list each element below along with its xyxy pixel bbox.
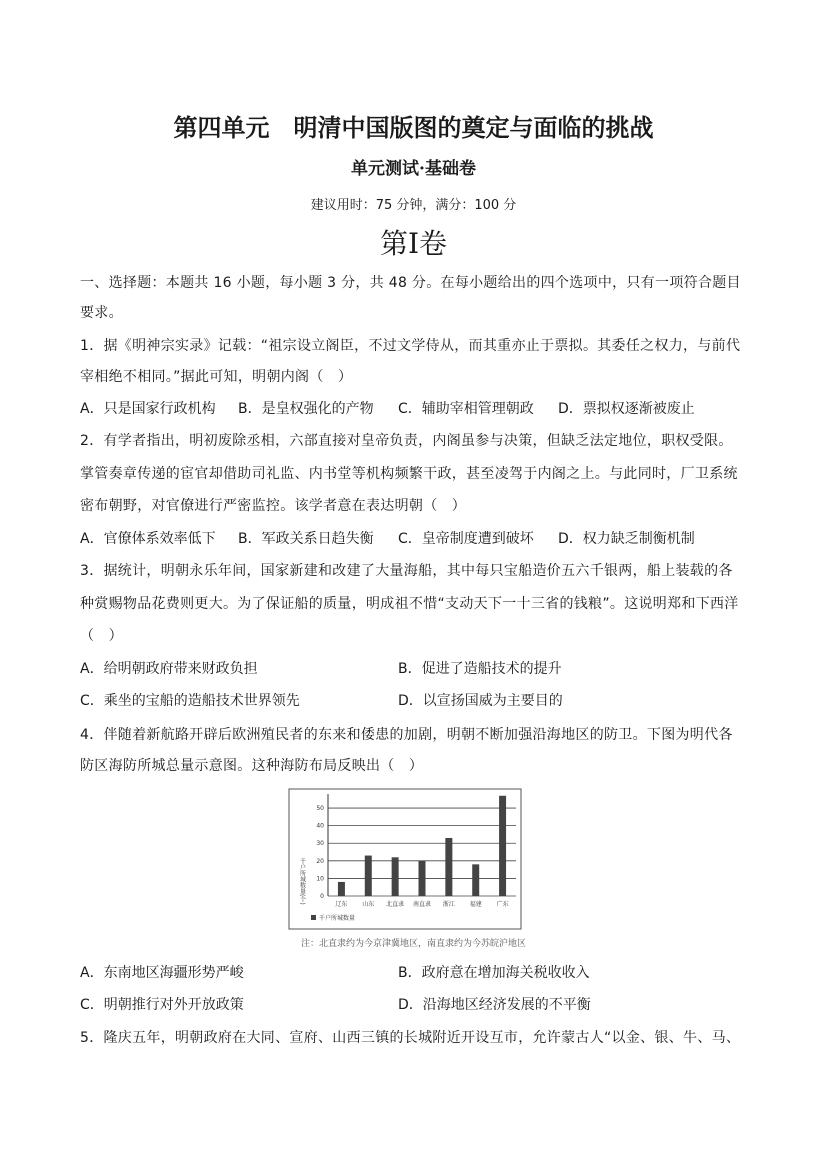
q2-option-a: A．官僚体系效率低下	[80, 531, 216, 547]
x-tick-label: 浙江	[442, 901, 455, 908]
question-1-text: 宰相绝不相同。”据此可知，明朝内阁（ ）	[80, 369, 353, 385]
q4-option-a: A．东南地区海疆形势严峻	[80, 965, 244, 981]
bar-辽东	[338, 882, 345, 896]
question-5-text: 5．隆庆五年，明朝政府在大同、宣府、山西三镇的长城附近开设互市，允许蒙古人“以金、银、牛、马、	[80, 1030, 741, 1046]
question-3-text: （ ）	[80, 628, 123, 644]
question-1-text: 1．据《明神宗实录》记载：“祖宗设立阁臣，不过文学侍从，而其重亦止于票拟。其委任之权力，与前代	[80, 338, 741, 354]
question-2-text: 2．有学者指出，明初废除丞相，六部直接对皇帝负责，内阁虽参与决策，但缺乏法定地位，职权受限。	[80, 433, 733, 449]
time-score-info: 建议用时：75 分钟，满分：100 分	[310, 198, 517, 213]
x-tick-label: 辽东	[335, 901, 348, 908]
q2-option-b: B．军政关系日趋失衡	[238, 531, 374, 547]
section-instruction: 一、选择题：本题共 16 小题，每小题 3 分，共 48 分。在每小题给出的四个选项中，只有一项符合题目	[80, 275, 741, 291]
question-2-text: 密布朝野，对官僚进行严密监控。该学者意在表达明朝（ ）	[80, 498, 467, 514]
bar-福建	[472, 864, 479, 896]
q1-option-c: C．辅助宰相管理朝政	[398, 401, 534, 417]
bar-chart	[288, 788, 524, 933]
question-4-text: 4．伴随着新航路开辟后欧洲殖民者的东来和倭患的加剧，明朝不断加强沿海地区的防卫。下图为明代各	[80, 727, 733, 743]
q4-option-d: D．沿海地区经济发展的不平衡	[398, 997, 591, 1013]
q3-option-c: C．乘坐的宝船的造船技术世界领先	[80, 693, 300, 709]
section-instruction: 要求。	[80, 305, 123, 321]
y-tick-label: 10	[316, 875, 324, 883]
y-tick-label: 0	[320, 893, 324, 900]
bar-山东	[365, 856, 372, 896]
y-tick-label: 20	[316, 857, 324, 865]
chart-legend-label: 千户所城数量	[319, 915, 356, 922]
bar-广东	[499, 796, 506, 896]
x-tick-label: 广东	[496, 901, 509, 908]
page-subtitle: 单元测试·基础卷	[351, 159, 476, 179]
q1-option-d: D．票拟权逐渐被废止	[558, 401, 695, 417]
q1-option-a: A．只是国家行政机构	[80, 401, 216, 417]
x-tick-label: 北直隶	[386, 901, 405, 908]
bar-南直隶	[419, 861, 426, 896]
volume-heading: 第I卷	[379, 227, 448, 260]
q3-option-d: D．以宣扬国威为主要目的	[398, 693, 563, 709]
q2-option-c: C．皇帝制度遭到破坏	[398, 531, 534, 547]
q3-option-a: A．给明朝政府带来财政负担	[80, 661, 258, 677]
y-tick-label: 40	[316, 822, 324, 830]
y-tick-label: 50	[316, 805, 324, 813]
chart-note: 注：北直隶约为今京津冀地区，南直隶约为今苏皖沪地区	[300, 939, 526, 949]
legend-swatch	[311, 915, 316, 920]
question-3-text: 3．据统计，明朝永乐年间，国家新建和改建了大量海船，其中每只宝船造价五六千银两，船上装载的各	[80, 563, 733, 579]
bar-北直隶	[392, 857, 399, 896]
question-3-text: 种赏赐物品花费则更大。为了保证船的质量，明成祖不惜“支动天下一十三省的钱粮”。这说明郑和下西洋	[80, 596, 739, 612]
y-tick-label: 30	[316, 840, 324, 848]
q3-option-b: B．促进了造船技术的提升	[398, 661, 562, 677]
page-title: 第四单元 明清中国版图的奠定与面临的挑战	[173, 113, 654, 142]
q2-option-d: D．权力缺乏制衡机制	[558, 531, 695, 547]
q4-option-b: B．政府意在增加海关税收收入	[398, 965, 590, 981]
bar-浙江	[445, 838, 452, 896]
chart-y-label: 千户所城数量(个)	[298, 858, 306, 905]
x-tick-label: 福建	[469, 901, 482, 908]
x-tick-label: 南直隶	[412, 901, 432, 908]
question-4-text: 防区海防所城总量示意图。这种海防布局反映出（ ）	[80, 758, 424, 774]
x-tick-label: 山东	[362, 901, 375, 908]
question-2-text: 掌管奏章传递的宦官却借助司礼监、内书堂等机构频繁干政，甚至凌驾于内阁之上。与此同时，厂卫系统	[80, 466, 738, 482]
q1-option-b: B．是皇权强化的产物	[238, 401, 374, 417]
q4-option-c: C．明朝推行对外开放政策	[80, 997, 244, 1013]
